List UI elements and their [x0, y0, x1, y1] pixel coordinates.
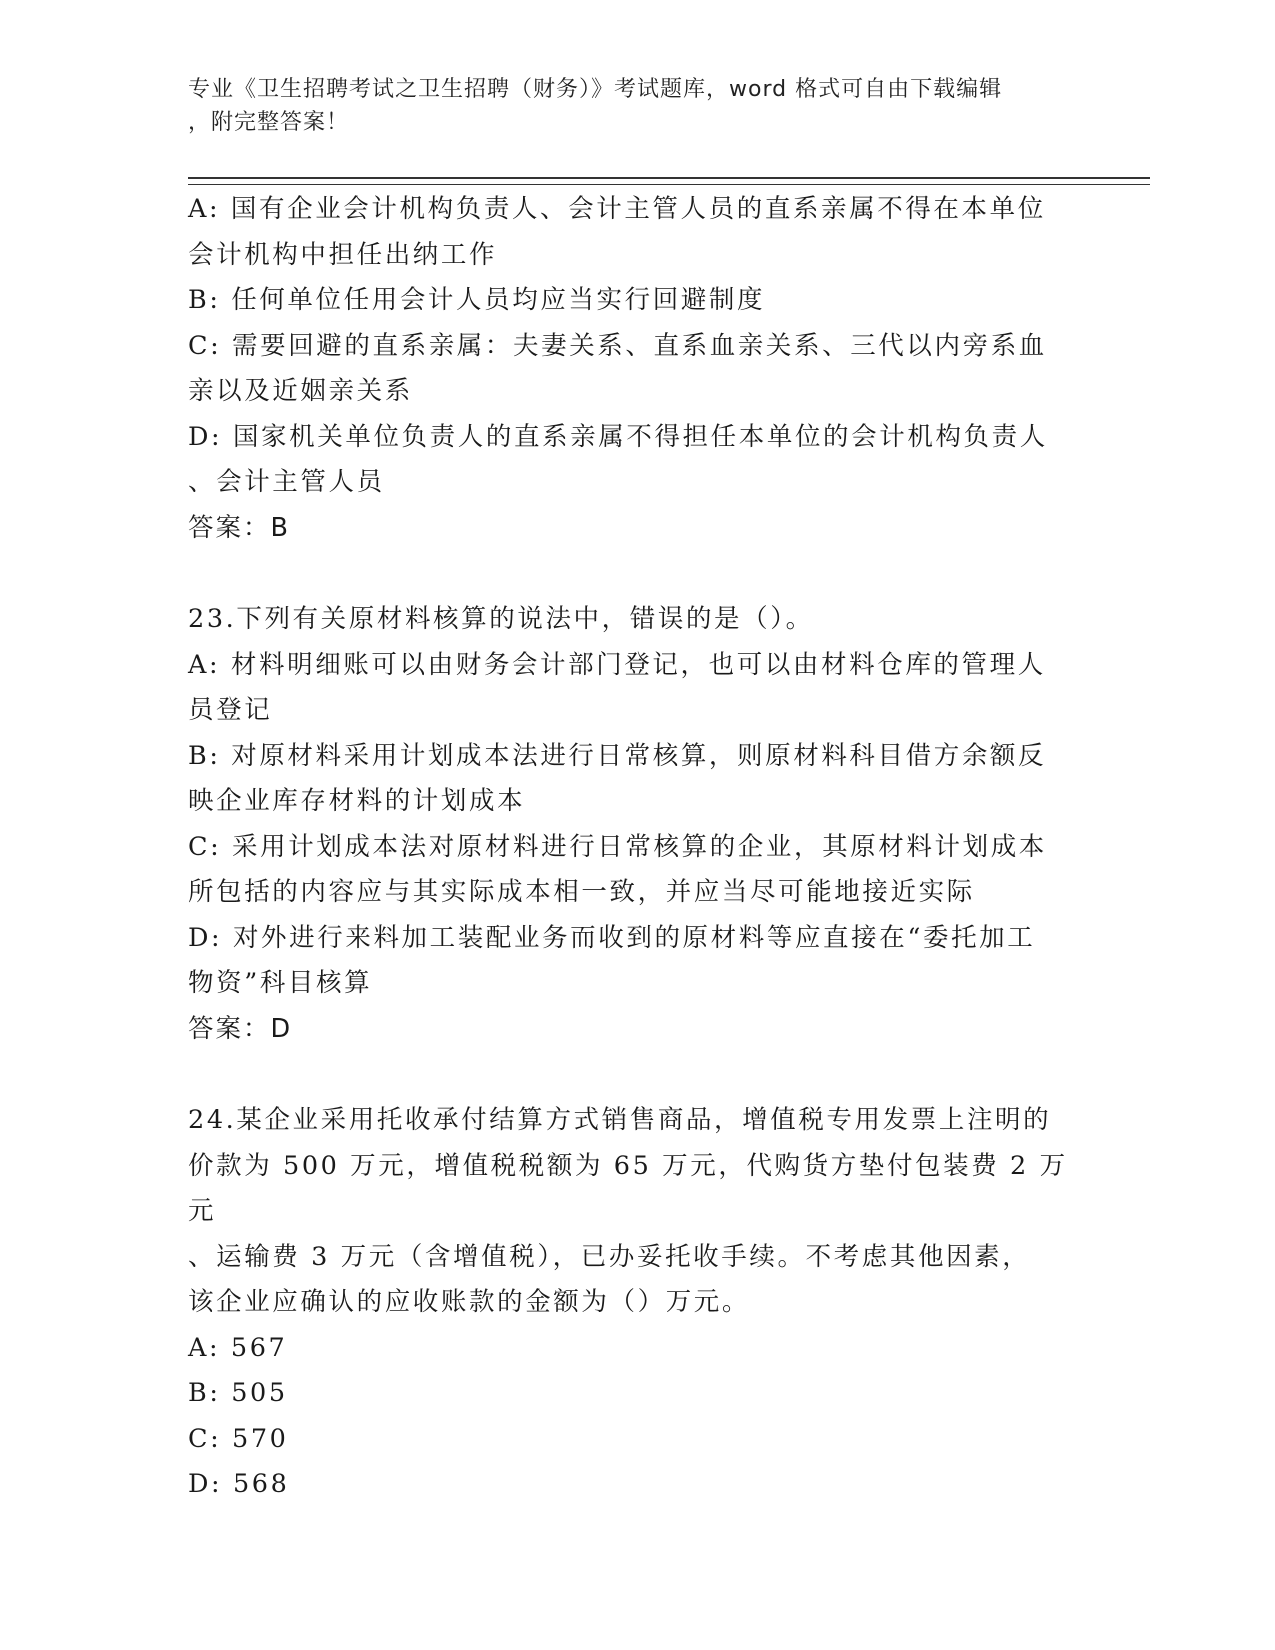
- q22-option-c-line-2: 亲以及近姻亲关系: [188, 376, 413, 406]
- q23-option-d-line-2: 物资”科目核算: [188, 968, 373, 998]
- q22-option-d-line-1: D: 国家机关单位负责人的直系亲属不得担任本单位的会计机构负责人: [188, 421, 1048, 452]
- question-spacer: [188, 1052, 1068, 1098]
- q22-answer: 答案：B: [188, 512, 290, 543]
- q24-option-c: C: 570: [188, 1423, 289, 1454]
- question-spacer: [188, 551, 1068, 597]
- q23-option-a-line-2: 员登记: [188, 695, 273, 725]
- q23-option-c-line-2: 所包括的内容应与其实际成本相一致，并应当尽可能地接近实际: [188, 877, 975, 907]
- question-23-block: [188, 597, 1068, 1052]
- q23-option-c-line-1: C: 采用计划成本法对原材料进行日常核算的企业，其原材料计划成本: [188, 831, 1047, 862]
- q23-option-b-line-1: B: 对原材料采用计划成本法进行日常核算，则原材料科目借方余额反: [188, 740, 1047, 771]
- q24-option-b: B: 505: [188, 1378, 288, 1408]
- question-content: [188, 187, 1068, 1508]
- q22-option-a-line-2: 会计机构中担任出纳工作: [188, 239, 498, 270]
- q24-stem-line-1: 24.某企业采用托收承付结算方式销售商品，增值税专用发票上注明的: [188, 1105, 1052, 1135]
- q23-answer: 答案：D: [188, 1013, 293, 1044]
- q23-option-d-line-1: D: 对外进行来料加工装配业务而收到的原材料等应直接在“委托加工: [188, 922, 1036, 953]
- q22-option-d-line-2: 、会计主管人员: [188, 467, 385, 497]
- q23-option-b-line-2: 映企业库存材料的计划成本: [188, 786, 526, 816]
- q24-stem-line-3: 、运输费 3 万元（含增值税），已办妥托收手续。不考虑其他因素，: [188, 1241, 1031, 1272]
- header-divider: [188, 177, 1150, 185]
- q24-option-d: D: 568: [188, 1469, 290, 1499]
- document-header: [188, 73, 1068, 139]
- header-title-line-1: 专业《卫生招聘考试之卫生招聘（财务）》考试题库，word 格式可自由下载编辑: [188, 77, 1003, 102]
- q24-stem-line-4: 该企业应确认的应收账款的金额为（）万元。: [188, 1287, 751, 1317]
- q24-stem-line-2: 价款为 500 万元，增值税税额为 65 万元，代购货方垫付包装费 2 万元: [188, 1150, 1068, 1226]
- question-24-block: [188, 1098, 1068, 1508]
- q22-option-c-line-1: C: 需要回避的直系亲属：夫妻关系、直系血亲关系、三代以内旁系血: [188, 330, 1047, 361]
- q22-option-a-line-1: A: 国有企业会计机构负责人、会计主管人员的直系亲属不得在本单位: [188, 194, 1046, 224]
- q23-stem: 23.下列有关原材料核算的说法中，错误的是（）。: [188, 604, 814, 634]
- header-title-line-2: ，附完整答案！: [188, 110, 350, 135]
- q24-option-a: A: 567: [188, 1332, 288, 1363]
- q23-option-a-line-1: A: 材料明细账可以由财务会计部门登记，也可以由材料仓库的管理人: [188, 649, 1046, 680]
- q22-option-b: B: 任何单位任用会计人员均应当实行回避制度: [188, 285, 766, 315]
- question-22-block: [188, 187, 1068, 551]
